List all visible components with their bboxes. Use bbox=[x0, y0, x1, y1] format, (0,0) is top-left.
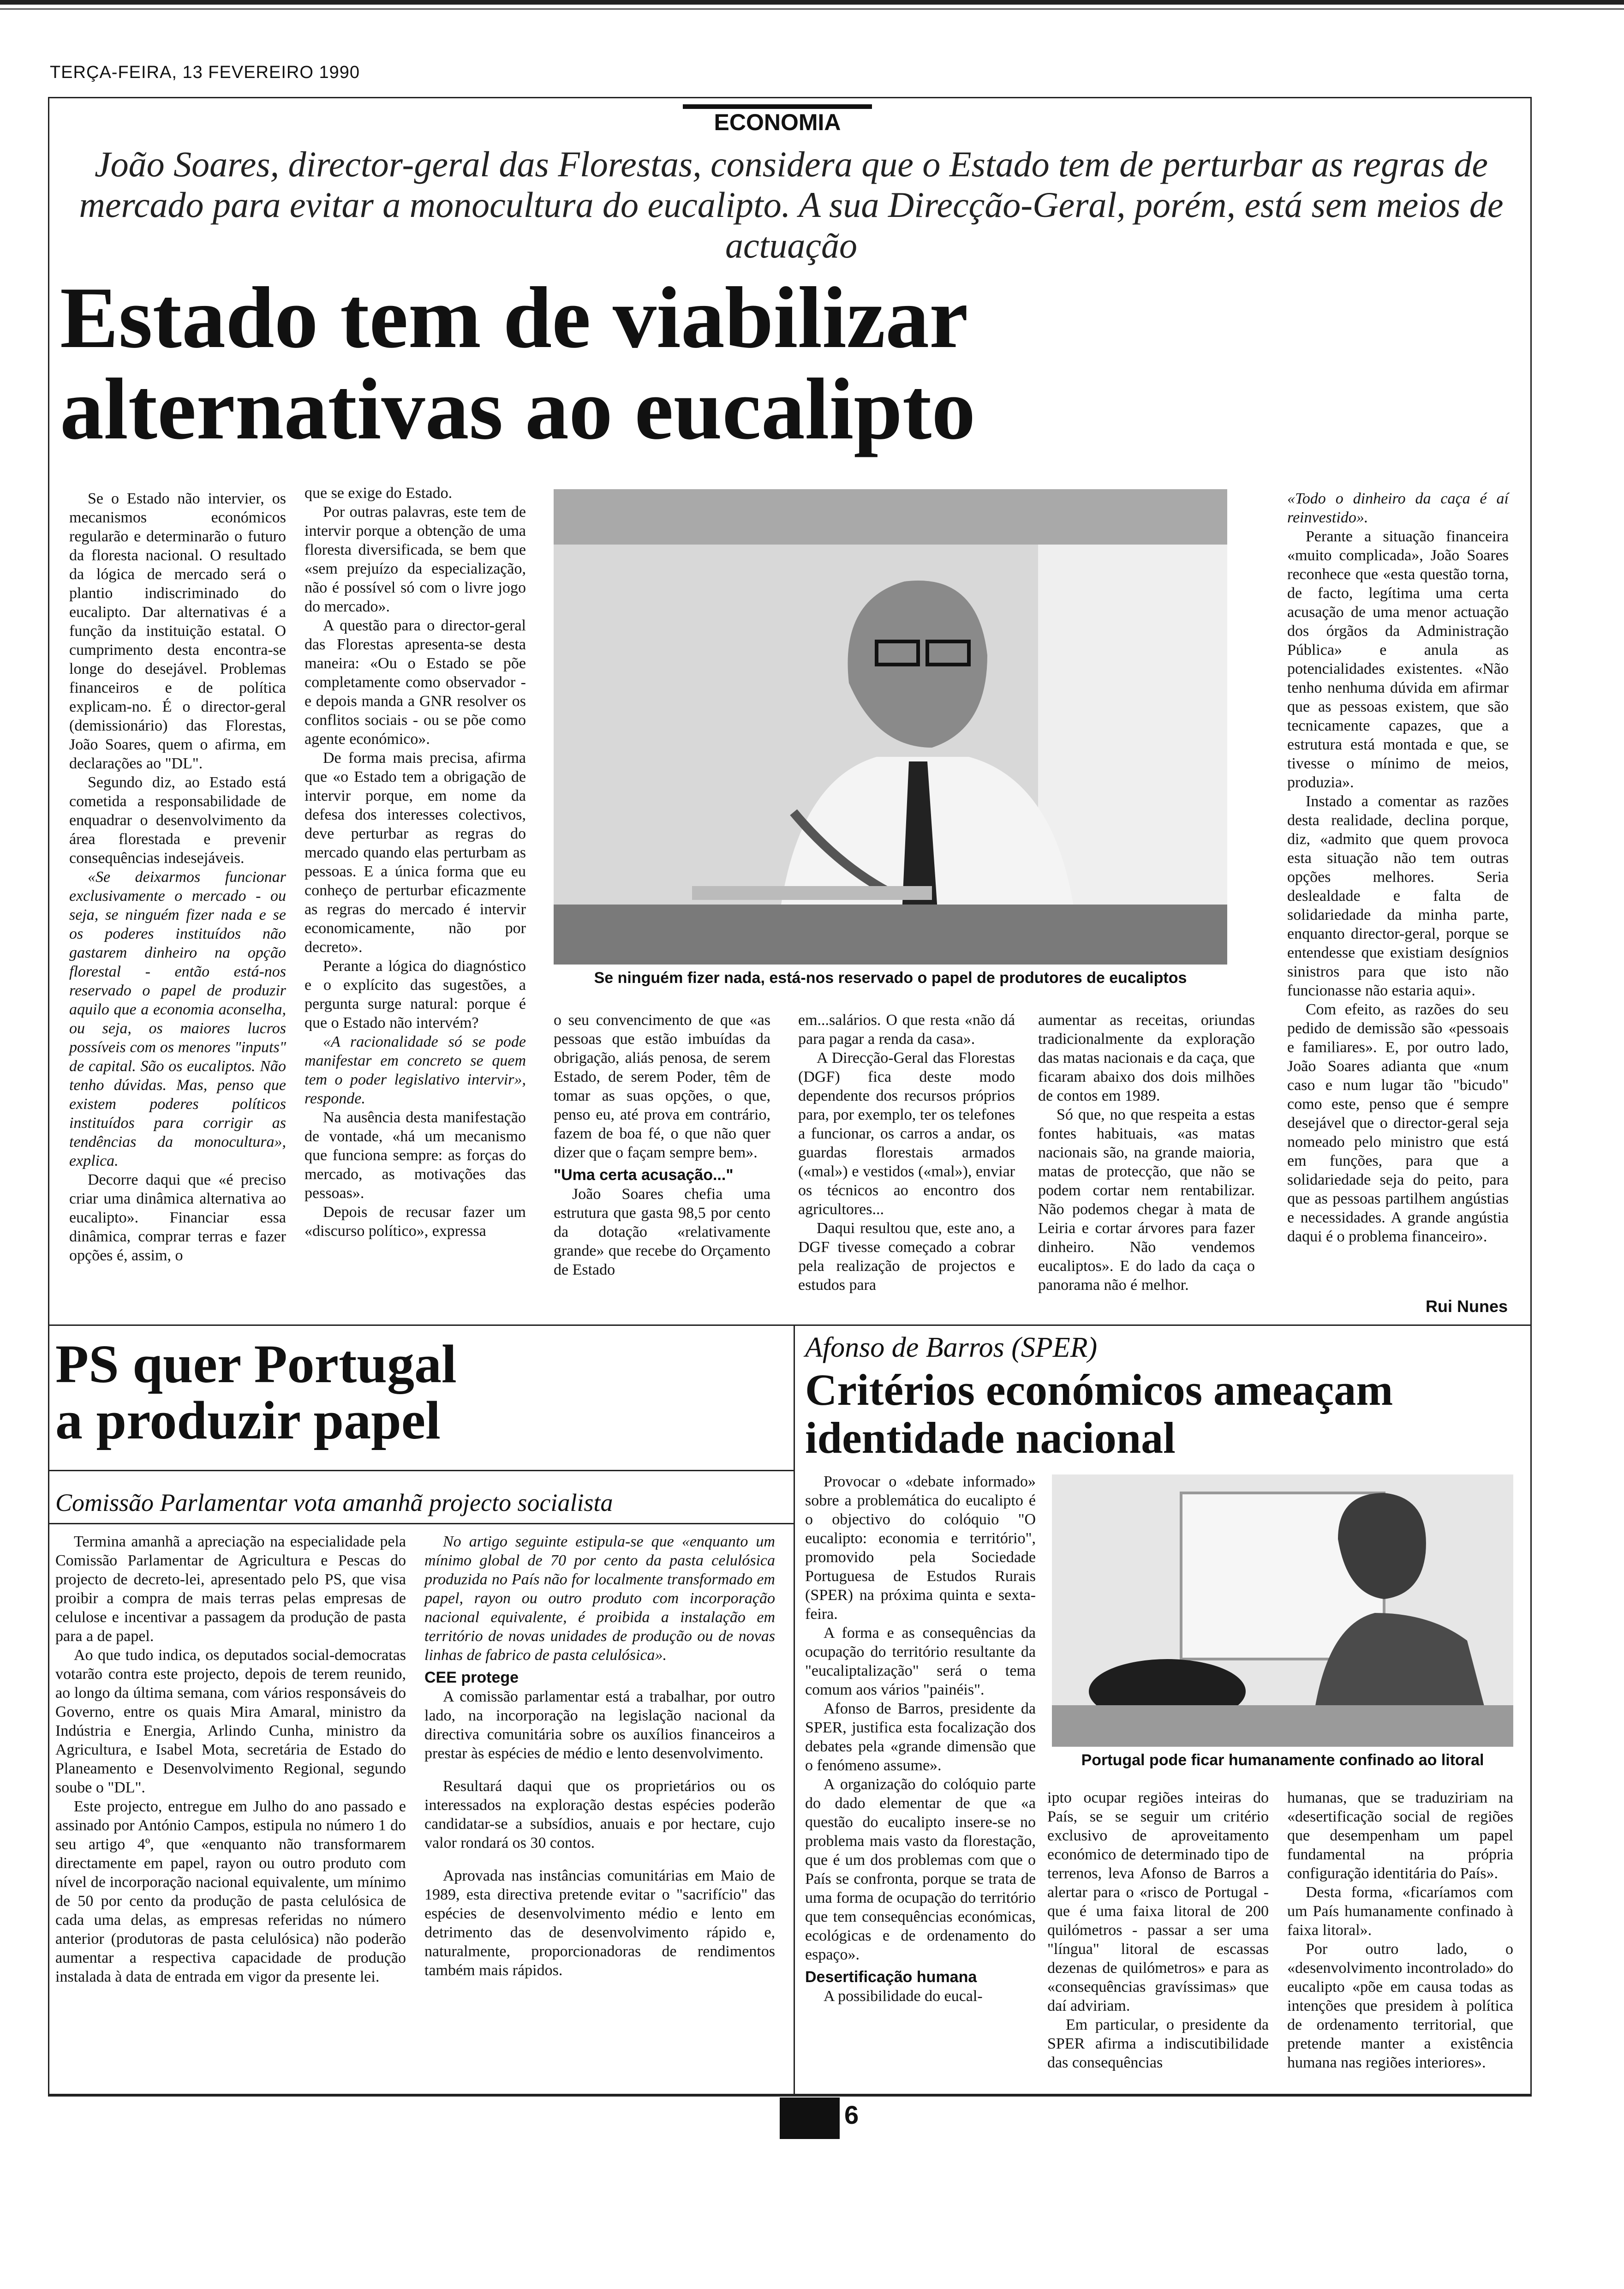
ps-headline bbox=[55, 1336, 775, 1449]
main-headline bbox=[60, 270, 1260, 458]
paragraph: que se exige do Estado. bbox=[304, 485, 453, 502]
paragraph: A Direcção-Geral das Florestas (DGF) fica deste modo dependente dos recursos próprios para, por exemplo, ter os telefones a funcionar, os carros a andar, os guardas florestais armados («mal») e vestidos («mal»), enviar os técnicos ao encontro dos agricultores... bbox=[798, 1049, 1015, 1218]
paragraph: Aprovada nas instâncias comunitárias em Maio de 1989, esta directiva pretende evitar o "sacrifício" das espécies de desenvolvimento médio e lento em detrimento das de desenvolvimento rápido e, naturalmente, proporcionadoras de rendimentos também mais rápidos. bbox=[424, 1867, 775, 1979]
paragraph: Só que, no que respeita a estas fontes habituais, «as matas nacionais são, na grande maioria, matas de protecção, que não se podem cortar nem rentabilizar. Não podemos chegar à mata de Leiria e cortar árvores para fazer dinheiro. Não vendemos eucaliptos». E do lado da caça o panorama não é melhor. bbox=[1038, 1106, 1255, 1294]
paragraph: Ao que tudo indica, os deputados social-democratas votarão contra este projecto, depois de terem reunido, ao longo da última semana, com vários responsáveis do Governo, entre os quais Mira Amaral, ministro da Indústria e Energia, Arlindo Cunha, ministro da Agricultura, e Isabel Mota, secretária de Estado do Planeamento e Desenvolvimento Regional, segundo soube o "DL". bbox=[55, 1647, 406, 1796]
newspaper-logo bbox=[780, 2097, 840, 2139]
paragraph: Termina amanhã a apreciação na especialidade pela Comissão Parlamentar de Agricultura e Pescas do projecto de decreto-lei, apresentado pelo PS, que visa proibir a compra de mais terras pelas empresas de celulose e incentivar a passagem da produção de pasta para a de papel. bbox=[55, 1533, 406, 1645]
paragraph: humanas, que se traduziriam na «desertificação social de regiões que desempenham um papel fundamental na própria configuração identitária do País». bbox=[1287, 1789, 1513, 1882]
subhead: Desertificação humana bbox=[805, 1968, 977, 1986]
page-number: 6 bbox=[844, 2100, 859, 2129]
sper-headline bbox=[805, 1366, 1525, 1462]
paragraph: «Todo o dinheiro da caça é aí reinvestido». bbox=[1287, 490, 1509, 526]
top-rule bbox=[0, 0, 1624, 5]
paragraph: Com efeito, as razões do seu pedido de demissão são «pessoais e familiares». E, por outro lado, João Soares adianta que «num caso e num lugar tão "bicudo" como este, penso que é sempre desejável que o director-geral seja nomeado pelo ministro que está em funções, para que a solidariedade seja do peito, para que as pessoas partilhem angústias e necessidades. A grande angústia daqui é o problema financeiro». bbox=[1287, 1001, 1509, 1245]
paragraph: aumentar as receitas, oriundas tradicionalmente da exploração das matas nacionais e da caça, que ficaram abaixo dos dois milhões de contos em 1989. bbox=[1038, 1012, 1255, 1104]
paragraph: A organização do colóquio parte do dado elementar de que «a questão do eucalipto insere-se no problema mais vasto da florestação, que é um dos problemas com que o País se confronta, porque se trata de uma forma de ocupação do território que tem consequências económicas, ecológicas e de ordenamento do espaço». bbox=[805, 1776, 1036, 1963]
paragraph: De forma mais precisa, afirma que «o Estado tem a obrigação de intervir porque, em nome da defesa dos interesses colectivos, deve perturbar as regras do mercado quando elas perturbam as pessoas. E a única forma que eu conheço de perturbar eficazmente as regras do mercado é intervir economicamente, não por decreto». bbox=[304, 749, 526, 956]
subhead: CEE protege bbox=[424, 1669, 519, 1686]
paragraph: Instado a comentar as razões desta realidade, declina porque, diz, «admito que quem provoca esta situação não tem outras opções melhores. Seria deslealdade e falta de solidariedade da minha parte, enquanto director-geral, porque se entendesse que existiam desígnios sinistros para que isto não funcionasse não estaria aqui». bbox=[1287, 793, 1509, 999]
sper-photo bbox=[1052, 1474, 1513, 1747]
sper-headline-line1: Critérios económicos ameaçam bbox=[805, 1365, 1393, 1414]
ps-headline-line1: PS quer Portugal bbox=[55, 1334, 457, 1394]
ps-headline-line2: a produzir papel bbox=[55, 1390, 441, 1450]
main-column-4 bbox=[798, 1011, 1015, 1294]
paragraph: A forma e as consequências da ocupação do território resultante da "eucaliptalização" será o tema comum aos vários "painéis". bbox=[805, 1624, 1036, 1698]
ps-rule-2 bbox=[48, 1523, 794, 1524]
sper-column-3 bbox=[1287, 1788, 1513, 2072]
section-label: ECONOMIA bbox=[683, 104, 872, 144]
bottom-rule bbox=[48, 2095, 1532, 2097]
paragraph: Afonso de Barros, presidente da SPER, justifica esta focalização dos debates pela «grande dimensão que o fenómeno assume». bbox=[805, 1700, 1036, 1774]
paragraph: No artigo seguinte estipula-se que «enquanto um mínimo global de 70 por cento da pasta celulósica produzida no País não for localmente transformado em papel, rayon ou outro produto com incorporação nacional equivalente, é proibida a instalação em território de novas unidades de produção ou de novas linhas de fabrico de pasta celulósica». bbox=[424, 1533, 775, 1664]
paragraph: Provocar o «debate informado» sobre a problemática do eucalipto é o objectivo do colóquio "O eucalipto: economia e território", promovido pela Sociedade Portuguesa de Estudos Rurais (SPER) na próxima quinta e sexta-feira. bbox=[805, 1473, 1036, 1623]
column-divider bbox=[794, 1324, 795, 2095]
ps-deck: Comissão Parlamentar vota amanhã projecto socialista bbox=[55, 1489, 613, 1516]
main-lede: João Soares, director-geral das Florestas, considera que o Estado tem de perturbar as regras de mercado para evitar a monocultura do eucalipto. A sua Direcção-Geral, porém, está sem meios de actuação bbox=[79, 144, 1504, 265]
sper-column-2 bbox=[1047, 1788, 1269, 2072]
ps-column-2 bbox=[424, 1532, 775, 1980]
paragraph: Em particular, o presidente da SPER afirma a indiscutibilidade das consequências bbox=[1047, 2016, 1269, 2071]
paragraph: Este projecto, entregue em Julho do ano passado e assinado por António Campos, estipula no número 1 do seu artigo 4º, que «enquanto não transformarem directamente em papel, rayon ou outro produto com nível de incorporação nacional equivalente, um mínimo de 50 por cento da produção de pasta celulósica de cada uma delas, as empresas referidas no número anterior (produtoras de pasta celulósica) não poderão aumentar a respectiva capacidade de produção instalada à data de entrada em vigor da presente lei. bbox=[55, 1798, 406, 1985]
paragraph: em...salários. O que resta «não dá para pagar a renda da casa». bbox=[798, 1012, 1015, 1048]
photo-caption: Se ninguém fizer nada, está-nos reservado o papel de produtores de eucaliptos bbox=[594, 969, 1187, 987]
ps-column-1 bbox=[55, 1532, 406, 1986]
story-divider bbox=[48, 1324, 1532, 1326]
paragraph: Decorre daqui que «é preciso criar uma dinâmica alternativa ao eucalipto». Financiar essa dinâmica, comprar terras e fazer opções é, assim, o bbox=[69, 1171, 286, 1264]
paragraph: A possibilidade do eucal- bbox=[824, 1988, 983, 2005]
main-column-6 bbox=[1287, 489, 1509, 1246]
paragraph: Perante a lógica do diagnóstico e o explícito das sugestões, a pergunta surge natural: porque é que o Estado não intervém? bbox=[304, 958, 526, 1031]
sper-column-1 bbox=[805, 1472, 1036, 2006]
main-column-1 bbox=[69, 489, 286, 1265]
sper-photo-illustration bbox=[1052, 1474, 1513, 1747]
subhead: "Uma certa acusação..." bbox=[554, 1166, 734, 1184]
main-headline-line2: alternativas ao eucalipto bbox=[60, 361, 976, 458]
main-column-2 bbox=[304, 484, 526, 1240]
paragraph: Por outras palavras, este tem de intervir porque a obtenção de uma floresta diversificada, se bem que «sem prejuízo da especialização, não é possível só com o livre jogo do mercado». bbox=[304, 503, 526, 615]
sper-kicker: Afonso de Barros (SPER) bbox=[805, 1332, 1098, 1363]
paragraph: Por outro lado, o «desenvolvimento incontrolado» do eucalipto «põe em causa todas as intenções que presidem à política de ordenamento territorial, que pretende manter a existência humana nas regiões interiores». bbox=[1287, 1941, 1513, 2071]
paragraph: Na ausência desta manifestação de vontade, «há um mecanismo que funciona sempre: as forças do mercado, as motivações das pessoas». bbox=[304, 1109, 526, 1202]
paragraph: ipto ocupar regiões inteiras do País, se se seguir um critério exclusivo de aproveitamento económico de determinado tipo de terrenos, leva Afonso de Barros a alertar para o «risco de Portugal - que é uma faixa litoral de 200 quilómetros - passar a ser uma "língua" litoral de escassas dezenas de quilómetros» e para as «consequências gravíssimas» que daí adviriam. bbox=[1047, 1789, 1269, 2014]
director-photo bbox=[554, 489, 1227, 965]
paragraph: Depois de recusar fazer um «discurso político», expressa bbox=[304, 1204, 526, 1240]
paragraph: João Soares chefia uma estrutura que gasta 98,5 por cento da dotação «relativamente grande» que recebe do Orçamento de Estado bbox=[554, 1186, 770, 1278]
ps-rule bbox=[48, 1470, 794, 1471]
paragraph: o seu convencimento de que «as pessoas que estão imbuídas da obrigação, aliás penosa, de serem Estado, de serem Poder, têm de tomar as suas opções, o que, penso eu, até prova em contrário, fazem de boa fé, o que não quer dizer que o façam sempre bem». bbox=[554, 1012, 770, 1161]
paragraph: Desta forma, «ficaríamos com um País humanamente confinado à faixa litoral». bbox=[1287, 1884, 1513, 1939]
sper-headline-line2: identidade nacional bbox=[805, 1413, 1176, 1462]
paragraph: «A racionalidade só se pode manifestar em concreto se quem tem o poder legislativo intervir», responde. bbox=[304, 1033, 526, 1107]
paragraph: A comissão parlamentar está a trabalhar, por outro lado, na incorporação na legislação nacional da directiva comunitária sobre os auxílios financeiros a prestar às espécies de médio e lento desenvolvimento. bbox=[424, 1688, 775, 1762]
byline: Rui Nunes bbox=[1426, 1297, 1508, 1316]
paragraph: «Se deixarmos funcionar exclusivamente o mercado - ou seja, se ninguém fizer nada e se os poderes instituídos não gastarem dinheiro na opção florestal - então está-nos reservado o papel de produzir aquilo que a economia aconselha, ou seja, os maiores lucros possíveis com os menores "inputs" de capital. São os eucaliptos. Não tenho dúvidas. Mas, penso que existem poderes políticos instituídos para corrigir as tendências da monocultura», explica. bbox=[69, 869, 286, 1169]
director-photo-illustration bbox=[554, 489, 1227, 965]
sper-photo-caption: Portugal pode ficar humanamente confinado ao litoral bbox=[1081, 1751, 1484, 1769]
top-rule-thin bbox=[0, 8, 1624, 10]
main-headline-line1: Estado tem de viabilizar bbox=[60, 270, 968, 366]
main-column-3 bbox=[554, 1011, 770, 1279]
paragraph: Segundo diz, ao Estado está cometida a responsabilidade de enquadrar o desenvolvimento da área florestada e prevenir consequências indesejáveis. bbox=[69, 774, 286, 867]
paragraph: A questão para o director-geral das Florestas apresenta-se desta maneira: «Ou o Estado se põe completamente como observador - e depois manda a GNR resolver os conflitos sociais - ou se põe como agente económico». bbox=[304, 617, 526, 748]
main-column-5 bbox=[1038, 1011, 1255, 1294]
paragraph: Perante a situação financeira «muito complicada», João Soares reconhece que «esta questão torna, de facto, legítima uma certa acusação de uma menor actuação dos órgãos da Administração Pública» e anula as potencialidades existentes. «Não tenho nenhuma dúvida em afirmar que as pessoas existem, que são tecnicamente capazes, que a estrutura está montada e que, se tivesse o mínimo de meios, produzia». bbox=[1287, 528, 1509, 791]
page-date: TERÇA-FEIRA, 13 FEVEREIRO 1990 bbox=[50, 63, 360, 82]
paragraph: Daqui resultou que, este ano, a DGF tivesse começado a cobrar pela realização de projectos e estudos para bbox=[798, 1220, 1015, 1294]
paragraph: Resultará daqui que os proprietários ou os interessados na exploração destas espécies poderão candidatar-se a subsídios, anuais e por hectare, cujo valor rondará os 30 contos. bbox=[424, 1778, 775, 1852]
paragraph: Se o Estado não intervier, os mecanismos económicos regularão e determinarão o futuro da floresta nacional. O resultado da lógica de mercado será o plantio indiscriminado do eucalipto. Dar alternativas é a função da instituição estatal. O cumprimento desta encontra-se longe do desejável. Problemas financeiros e de política explicam-no. É o director-geral (demissionário) das Florestas, João Soares, quem o afirma, em declarações ao "DL". bbox=[69, 490, 286, 772]
